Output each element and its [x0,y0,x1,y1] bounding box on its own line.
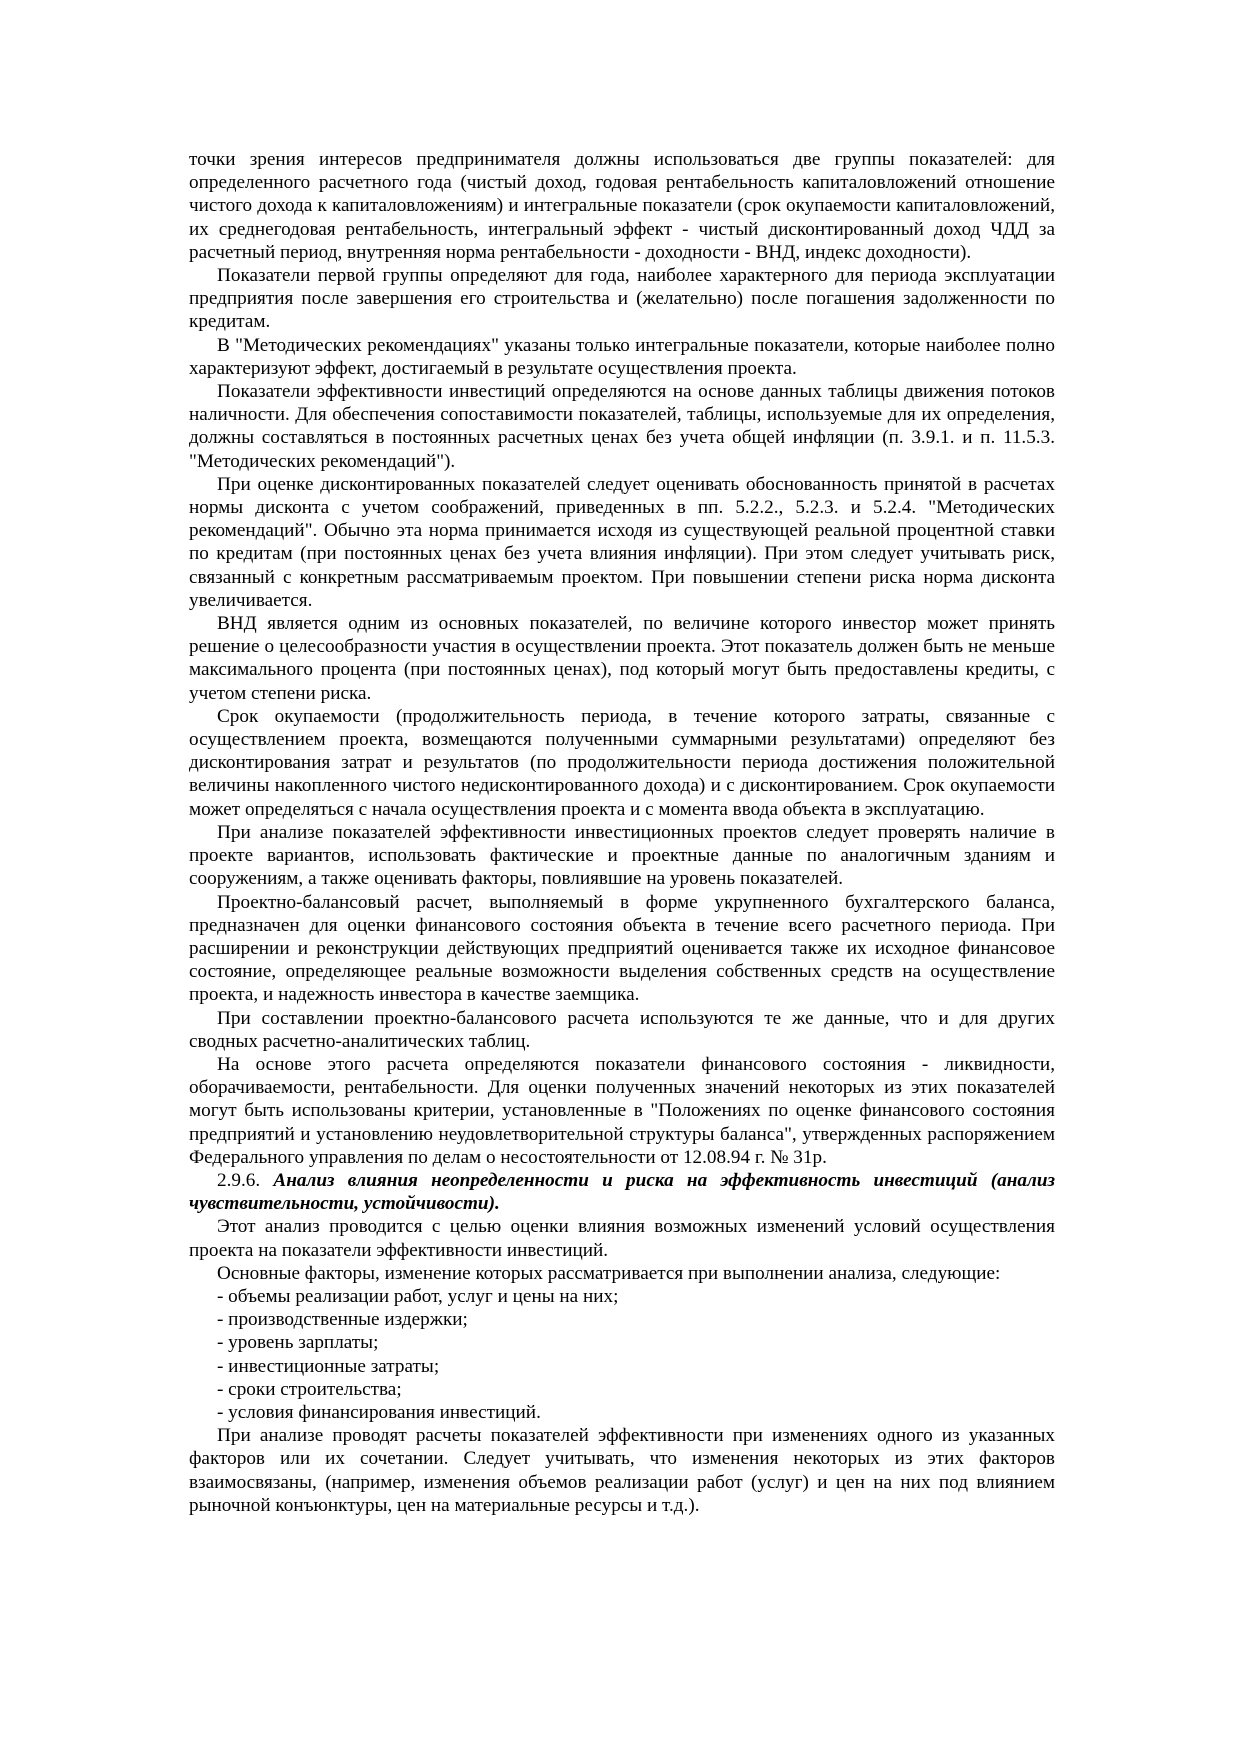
factor-list-item: - сроки строительства; [217,1378,402,1400]
paragraph: Проектно-балансовый расчет, выполняемый в форме укрупненного бухгалтерского баланса, предназначен для оценки финансового состояния объекта в течение всего расчетного периода. При расширении и реконструкции действующих предприятий оценивается также их исходное финансовое состояние, определяющее реальные возможности выделения собственных средств на осуществление проекта, и надежность инвестора в качестве заемщика. [189,891,1055,1006]
paragraph-continuation: точки зрения интересов предпринимателя должны использоваться две группы показателей: для определенного расчетного года (чистый доход, годовая рентабельность капиталовложений отношение чистого дохода к капиталовложениям) и интегральные показатели (срок окупаемости капиталовложений, их среднегодовая рентабельность, интегральный эффект - чистый дисконтированный доход ЧДД за расчетный период, внутренняя норма рентабельности - доходности - ВНД, индекс доходности). [189,149,1055,263]
paragraph: Показатели эффективности инвестиций определяются на основе данных таблицы движения потоков наличности. Для обеспечения сопоставимости показателей, таблицы, используемые для их определения, должны составляться в постоянных расчетных ценах без учета общей инфляции (п. 3.9.1. и п. 11.5.3. "Методических рекомендаций"). [189,381,1055,472]
paragraph: Этот анализ проводится с целью оценки влияния возможных изменений условий осуществления проекта на показатели эффективности инвестиций. [189,1216,1055,1261]
paragraph: При составлении проектно-балансового расчета используются те же данные, что и для других сводных расчетно-аналитических таблиц. [189,1007,1055,1052]
factor-list-item: - уровень зарплаты; [217,1332,379,1354]
section-heading [189,1169,1055,1215]
paragraph: На основе этого расчета определяются показатели финансового состояния - ликвидности, оборачиваемости, рентабельности. Для оценки полученных значений некоторых из этих показателей могут быть использованы критерии, установленные в "Положениях по оценке финансового состояния предприятий и установлению неудовлетворительной структуры баланса", утвержденных распоряжением Федерального управления по делам о несостоятельности от 12.08.94 г. № 31р. [189,1053,1055,1168]
closing-paragraph: При анализе проводят расчеты показателей эффективности при изменениях одного из указанных факторов или их сочетании. Следует учитывать, что изменения некоторых из этих факторов взаимосвязаны, (например, изменения объемов реализации работ (услуг) и цен на них под влиянием рыночной конъюнктуры, цен на материальные ресурсы и т.д.). [189,1425,1055,1516]
section-number: 2.9.6. [217,1169,261,1191]
document-page [189,148,1055,1517]
factor-list-item: - условия финансирования инвестиций. [217,1401,541,1423]
factor-list-item: - инвестиционные затраты; [217,1355,440,1377]
paragraph: Основные факторы, изменение которых рассматривается при выполнении анализа, следующие: [217,1262,1001,1284]
paragraph: Срок окупаемости (продолжительность периода, в течение которого затраты, связанные с осуществлением проекта, возмещаются полученными суммарными результатами) определяют без дисконтирования затрат и результатов (по продолжительности периода достижения положительной величины накопленного чистого недисконтированного дохода) и с дисконтированием. Срок окупаемости может определяться с начала осуществления проекта и с момента ввода объекта в эксплуатацию. [189,705,1055,820]
paragraph: При оценке дисконтированных показателей следует оценивать обоснованность принятой в расчетах нормы дисконта с учетом соображений, приведенных в пп. 5.2.2., 5.2.3. и 5.2.4. "Методических рекомендаций". Обычно эта норма принимается исходя из существующей реальной процентной ставки по кредитам (при постоянных ценах без учета влияния инфляции). При этом следует учитывать риск, связанный с конкретным рассматриваемым проектом. При повышении степени риска норма дисконта увеличивается. [189,473,1055,611]
paragraph: В "Методических рекомендациях" указаны только интегральные показатели, которые наиболее полно характеризуют эффект, достигаемый в результате осуществления проекта. [189,334,1055,379]
section-title: Анализ влияния неопределенности и риска на эффективность инвестиций (анализ чувствительности, устойчивости). [189,1169,1055,1215]
factor-list-item: - производственные издержки; [217,1309,468,1331]
factor-list-item: - объемы реализации работ, услуг и цены на них; [217,1285,619,1307]
paragraph: ВНД является одним из основных показателей, по величине которого инвестор может принять решение о целесообразности участия в осуществлении проекта. Этот показатель должен быть не меньше максимального процента (при постоянных ценах), под который могут быть предоставлены кредиты, с учетом степени риска. [189,613,1055,704]
paragraph: При анализе показателей эффективности инвестиционных проектов следует проверять наличие в проекте вариантов, использовать фактические и проектные данные по аналогичным зданиям и сооружениям, а также оценивать факторы, повлиявшие на уровень показателей. [189,821,1055,890]
paragraph: Показатели первой группы определяют для года, наиболее характерного для периода эксплуатации предприятия после завершения его строительства и (желательно) после погашения задолженности по кредитам. [189,265,1055,333]
